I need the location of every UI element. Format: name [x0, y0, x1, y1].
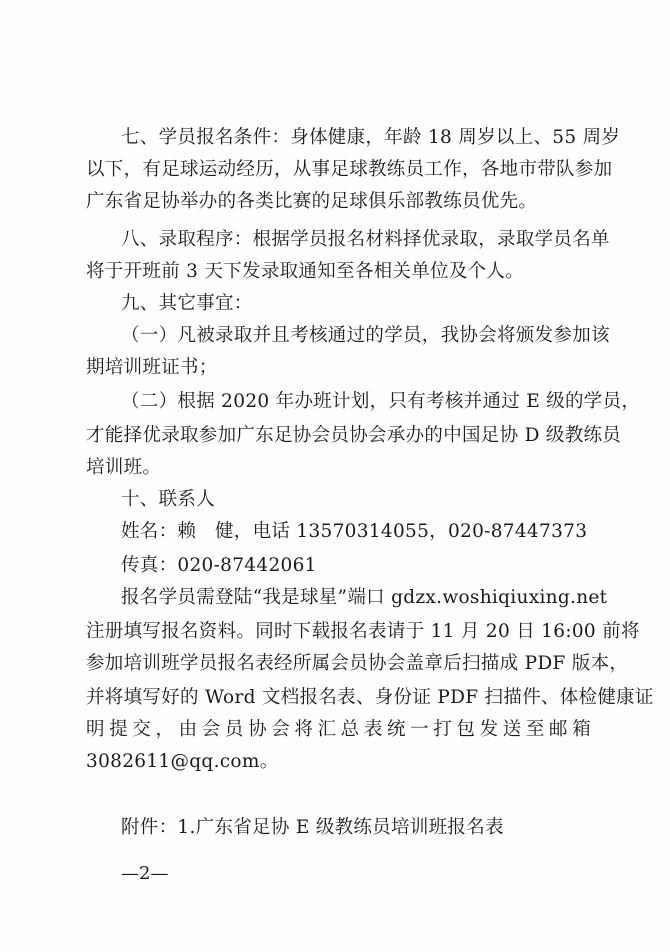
text-line: 姓名：赖 健，电话 13570314055，020-87447373 [121, 521, 588, 542]
text-line: 才能择优录取参加广东足协会员协会承办的中国足协 D 级教练员 [86, 425, 622, 446]
text-line: 参加培训班学员报名表经所属会员协会盖章后扫描成 PDF 版本， [86, 653, 629, 674]
text-line: （一）凡被录取并且考核通过的学员，我协会将颁发参加该 [121, 325, 610, 346]
text-line: 将于开班前 3 天下发录取通知至各相关单位及个人。 [86, 261, 525, 282]
text-line: 3082611@qq.com。 [86, 751, 279, 772]
text-line: 明提交，由会员协会将汇总表统一打包发送至邮箱 [86, 719, 591, 740]
text-line: 七、学员报名条件：身体健康，年龄 18 周岁以上、55 周岁 [121, 127, 621, 148]
text-line: （二）根据 2020 年办班计划，只有考核并通过 E 级的学员， [121, 391, 641, 412]
text-line: 九、其它事宜： [121, 293, 253, 314]
text-line: 广东省足协举办的各类比赛的足球俱乐部教练员优先。 [86, 191, 538, 212]
page-number: —2— [121, 863, 169, 884]
text-line: 并将填写好的 Word 文档报名表、身份证 PDF 扫描件、体检健康证 [86, 687, 654, 708]
text-line: 附件：1.广东省足协 E 级教练员培训班报名表 [121, 817, 504, 838]
text-line: 传真：020-87442061 [121, 555, 317, 576]
text-line: 报名学员需登陆“我是球星”端口 gdzx.woshiqiuxing.net [121, 587, 608, 608]
text-line: 八、录取程序：根据学员报名材料择优录取，录取学员名单 [121, 229, 610, 250]
text-line: 十、联系人 [121, 489, 216, 510]
text-line: 注册填写报名资料。同时下载报名表请于 11 月 20 日 16:00 前将 [86, 621, 640, 642]
text-line: 以下，有足球运动经历，从事足球教练员工作，各地市带队参加 [86, 159, 613, 180]
text-line: 期培训班证书； [86, 357, 218, 378]
text-line: 培训班。 [86, 457, 162, 478]
